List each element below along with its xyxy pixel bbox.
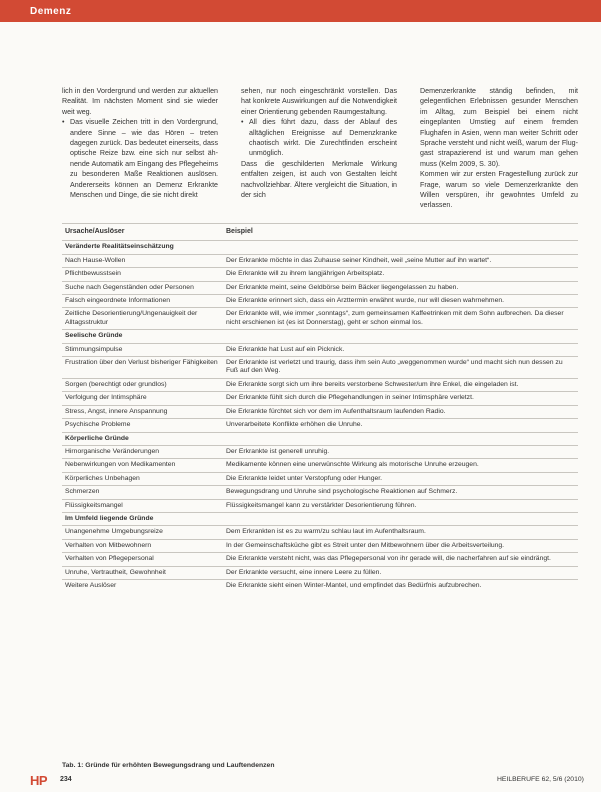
cause-cell: Stimmungsimpulse: [62, 343, 223, 356]
example-cell: Der Erkrankte ist verletzt und traurig, dass ihm sein Auto „weggenommen wurde“ und macht sich nun dessen zu Fuß auf den Weg.: [223, 357, 578, 379]
example-cell: Die Erkrankte hat Lust auf ein Picknick.: [223, 343, 578, 356]
paragraph: sehen, nur noch eingeschränkt vorstellen. Das hat konkrete Auswirkungen auf die Notwendigkeit einer Orientierung gebenden Raumgestaltung.: [241, 87, 397, 116]
page-number: 234: [60, 776, 72, 783]
cause-cell: Unruhe, Vertrautheit, Gewohnheit: [62, 566, 223, 579]
example-cell: Medikamente können eine unerwünschte Wirkung als motorische Unruhe erzeugen.: [223, 459, 578, 472]
journal-logo: HP: [30, 773, 48, 788]
cause-cell: Psychische Probleme: [62, 419, 223, 432]
table-row: [62, 539, 578, 552]
table-row: [62, 553, 578, 566]
cause-cell: Unangenehme Umgebungsreize: [62, 526, 223, 539]
cause-cell: Verhalten von Mitbewohnern: [62, 539, 223, 552]
table-row: [62, 281, 578, 294]
section-heading: Im Umfeld liegende Gründe: [62, 512, 578, 525]
cause-cell: Weitere Auslöser: [62, 579, 223, 592]
example-cell: Der Erkrankte meint, seine Geldbörse beim Bäcker liegengelassen zu haben.: [223, 281, 578, 294]
example-cell: Unverarbeitete Konflikte erhöhen die Unruhe.: [223, 419, 578, 432]
example-cell: Die Erkrankte fürchtet sich vor dem im Aufenthaltsraum laufenden Radio.: [223, 405, 578, 418]
example-cell: Die Erkrankte sieht einen Winter-Mantel, und empfindet das Bedürfnis aufzubrechen.: [223, 579, 578, 592]
header-band: [0, 0, 601, 22]
example-cell: Die Erkrankte erinnert sich, dass ein Arzttermin erwähnt wurde, nur will diesen wahrnehmen.: [223, 295, 578, 308]
table-row: [62, 459, 578, 472]
example-cell: In der Gemeinschaftsküche gibt es Streit unter den Mitbewohnern über die Arbeitsverteilung.: [223, 539, 578, 552]
example-cell: Die Erkrankte leidet unter Verstopfung oder Hunger.: [223, 472, 578, 485]
table-body: [62, 241, 578, 592]
cause-cell: Körperliches Unbehagen: [62, 472, 223, 485]
paragraph: Kommen wir zur ersten Fragestellung zurück zur Frage, warum so viele Demenzerkrankte den Willen verspüren, ihr gewohntes Umfeld zu verlassen.: [420, 170, 578, 210]
causes-table: [62, 223, 578, 592]
table-row: [62, 357, 578, 379]
table-row: [62, 445, 578, 458]
example-cell: Die Erkrankte will zu ihrem langjährigen Arbeitsplatz.: [223, 268, 578, 281]
example-cell: Der Erkrankte fühlt sich durch die Pflegehandlungen in seiner Intimsphäre verletzt.: [223, 392, 578, 405]
cause-cell: Sorgen (berechtigt oder grundlos): [62, 378, 223, 391]
table-row: [62, 405, 578, 418]
cause-cell: Suche nach Gegenständen oder Personen: [62, 281, 223, 294]
table-row: [62, 486, 578, 499]
table-row: [62, 378, 578, 391]
cause-cell: Verfolgung der Intimsphäre: [62, 392, 223, 405]
bullet-paragraph: • All dies führt dazu, dass der Ablauf des alltäglichen Ereignisse auf Demenzkranke chaotisch wirkt. Die Zurechtfinden erscheint unmöglich.: [241, 117, 397, 159]
example-cell: Der Erkrankte will, wie immer „sonntags“, zum gemeinsamen Kaffeetrinken mit dem Sohn aufbrechen. Da dieser nicht erschienen ist (es ist Donnerstag), geht er schon einmal los.: [223, 308, 578, 330]
table-row: [62, 392, 578, 405]
cause-cell: Nach Hause-Wollen: [62, 254, 223, 267]
section-heading: Seelische Gründe: [62, 330, 578, 343]
table-row: [62, 295, 578, 308]
table-header-row: [62, 224, 578, 241]
table-section-row: [62, 512, 578, 525]
table-row: [62, 254, 578, 267]
table-section-row: [62, 330, 578, 343]
cause-cell: Falsch eingeordnete Informationen: [62, 295, 223, 308]
table-row: [62, 526, 578, 539]
table-row: [62, 566, 578, 579]
paragraph: lich in den Vordergrund und werden zur aktuellen Realität. Im nächsten Moment sind sie wieder weit weg.: [62, 87, 218, 116]
table-row: [62, 343, 578, 356]
cause-cell: Hirnorganische Veränderungen: [62, 445, 223, 458]
cause-cell: Stress, Angst, innere Anspannung: [62, 405, 223, 418]
paragraph: Demenzerkrankte ständig befinden, mit gelegentlichen Erlebnissen gesunder Menschen im Alltag, zum Beispiel bei einem nicht eingeplanten Umstieg auf einem fremden Flughafen in Asien, wenn man weiter Schritt oder Sprache versteht und nicht weiß, warum der Fluggast strapazierend ist und warum man gehen muss (Kelm 2009, S. 30).: [420, 87, 578, 168]
example-cell: Dem Erkrankten ist es zu warm/zu schlau laut im Aufenthaltsraum.: [223, 526, 578, 539]
example-cell: Bewegungsdrang und Unruhe sind psychologische Reaktionen auf Schmerz.: [223, 486, 578, 499]
table-row: [62, 579, 578, 592]
example-cell: Der Erkrankte möchte in das Zuhause seiner Kindheit, weil „seine Mutter auf ihn wartet“.: [223, 254, 578, 267]
cause-cell: Pflichtbewusstsein: [62, 268, 223, 281]
table-row: [62, 499, 578, 512]
paragraph: Dass die geschilderten Merkmale Wirkung entfalten zeigen, ist auch von Gestalten leicht nachvollziehbar. Ältere vergleicht die Situation, in der sich: [241, 159, 397, 200]
table-row: [62, 472, 578, 485]
text-column-2: [241, 86, 397, 200]
table-section-row: [62, 241, 578, 254]
text-column-3: [420, 86, 578, 211]
table-row: [62, 419, 578, 432]
table-section-row: [62, 432, 578, 445]
table-row: [62, 268, 578, 281]
table-row: [62, 308, 578, 330]
column-header-example: Beispiel: [223, 224, 578, 241]
section-heading: Veränderte Realitätseinschätzung: [62, 241, 578, 254]
cause-cell: Schmerzen: [62, 486, 223, 499]
example-cell: Die Erkrankte versteht nicht, was das Pflegepersonal von ihr gerade will, die nacherfahren auf sie eindrängt.: [223, 553, 578, 566]
table-caption: Tab. 1: Gründe für erhöhten Bewegungsdrang und Lauftendenzen: [62, 762, 275, 769]
section-title: Demenz: [30, 6, 72, 17]
cause-cell: Verhalten von Pflegepersonal: [62, 553, 223, 566]
cause-cell: Zeitliche Desorientierung/Ungenauigkeit der Alltagsstruktur: [62, 308, 223, 330]
text-column-1: [62, 86, 218, 200]
cause-cell: Nebenwirkungen von Medikamenten: [62, 459, 223, 472]
example-cell: Der Erkrankte ist generell unruhig.: [223, 445, 578, 458]
cause-cell: Flüssigkeitsmangel: [62, 499, 223, 512]
bullet-paragraph: • Das visuelle Zeichen tritt in den Vordergrund, andere Sinne – wie das Hören – treten dagegen zurück. Das bedeutet einerseits, dass optische Reize bzw. eine sich nur selbst ähnende Automatik am Eingang des Pflegeheims zu besonderen Maße Reaktionen auslösen. Andererseits können an Demenz Erkrankte Menschen und Dinge, die sie nicht direkt: [62, 117, 218, 200]
example-cell: Der Erkrankte versucht, eine innere Leere zu füllen.: [223, 566, 578, 579]
example-cell: Die Erkrankte sorgt sich um ihre bereits verstorbene Schwester/um ihre Enkel, die eingeladen ist.: [223, 378, 578, 391]
journal-reference: HEILBERUFE 62, 5/6 (2010): [497, 776, 584, 783]
column-header-cause: Ursache/Auslöser: [62, 224, 223, 241]
example-cell: Flüssigkeitsmangel kann zu verstärkter Desorientierung führen.: [223, 499, 578, 512]
section-heading: Körperliche Gründe: [62, 432, 578, 445]
cause-cell: Frustration über den Verlust bisheriger Fähigkeiten: [62, 357, 223, 379]
